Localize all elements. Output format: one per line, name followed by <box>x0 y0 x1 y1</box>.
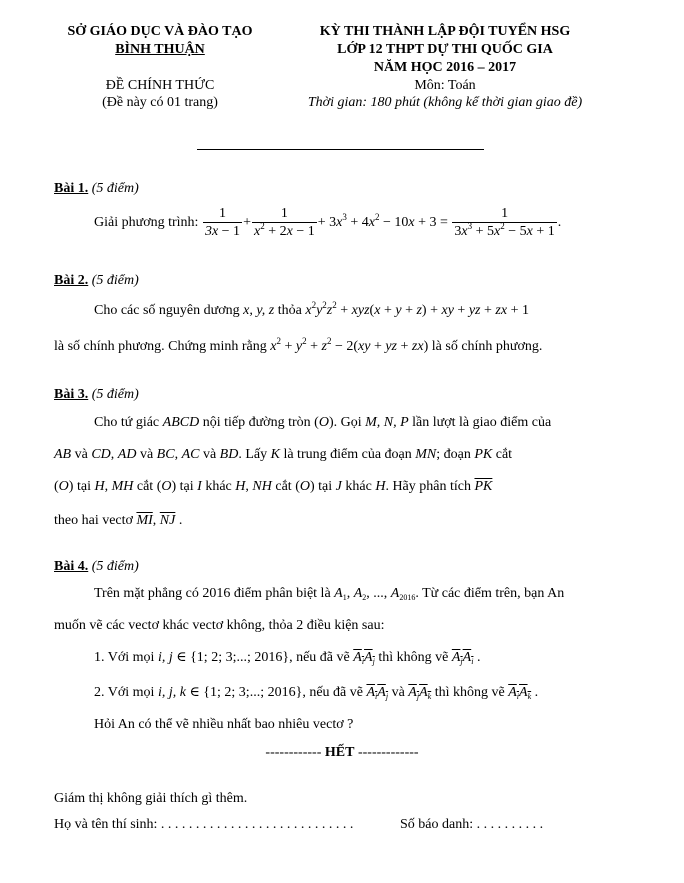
end-marker: ------------ HẾT ------------- <box>265 745 419 760</box>
problem-2-line-1: Cho các số nguyên dương x, y, z thỏa $x^2y^2z^2 + xyz(x + y + z)$ + xy + yz + zx + 1 <box>94 300 529 318</box>
problem-1-intro: Giải phương trình: <box>94 215 199 230</box>
problem-3-line-2: AB và CD, AD và BC, AC và BD. Lấy K là trung điểm của đoạn MN; đoạn PK cắt <box>54 447 513 462</box>
exam-grade: LỚP 12 THPT DỰ THI QUỐC GIA <box>337 42 553 57</box>
p2-vars: x, y, z <box>243 303 275 318</box>
invigilator-note: Giám thị không giải thích gì thêm. <box>54 791 248 806</box>
department-name: SỞ GIÁO DỤC VÀ ĐÀO TẠO <box>67 24 253 39</box>
official-label: ĐỀ CHÍNH THỨC <box>105 78 215 93</box>
problem-3-title: Bài 3. <box>54 387 89 402</box>
problem-3-points: (5 điểm) <box>91 387 139 402</box>
problem-2-heading <box>54 273 139 289</box>
page-count-note: (Đề này có 01 trang) <box>102 95 218 110</box>
problem-2-title: Bài 2. <box>54 273 89 288</box>
problem-3-heading <box>54 387 139 403</box>
header-divider <box>197 149 484 150</box>
p2-intro: Cho các số nguyên dương <box>94 303 240 318</box>
problem-3-line-1: Cho tứ giác ABCD nội tiếp đường tròn (O). Gọi M, N, P lần lượt là giao điểm của <box>94 415 552 430</box>
subject: Môn: Toán <box>414 78 476 93</box>
p2-line2-b: là số chính phương. <box>431 339 543 354</box>
exam-title: KỲ THI THÀNH LẬP ĐỘI TUYỂN HSG <box>319 24 571 39</box>
problem-2-points: (5 điểm) <box>91 273 139 288</box>
problem-4-question: Hỏi An có thể vẽ nhiều nhất bao nhiêu vectơ ? <box>94 717 354 732</box>
problem-1-heading <box>54 181 139 197</box>
province-name: BÌNH THUẬN <box>115 42 205 57</box>
p2-satisfy: thỏa <box>277 303 302 318</box>
problem-2-line-2: là số chính phương. Chứng minh rằng $x^2 + y^2 + z^2 - 2(xy$ + yz + zx) là số chính phương. <box>54 336 543 354</box>
problem-4-points: (5 điểm) <box>91 559 139 574</box>
problem-4-title: Bài 4. <box>54 559 89 574</box>
problem-4-line-2: muốn vẽ các vectơ khác vectơ không, thỏa 2 điều kiện sau: <box>54 618 385 633</box>
school-year: NĂM HỌC 2016 – 2017 <box>373 60 517 75</box>
candidate-name-field: Họ và tên thí sinh: . . . . . . . . . . . . . . . . . . . . . . . . . . . . <box>54 817 354 832</box>
problem-4-line-1: Trên mặt phẳng có 2016 điểm phân biệt là $A_1$, $A_2$, ..., $A_{2016}$. Từ các điểm trên, bạn An <box>94 586 565 602</box>
problem-3-line-4: theo hai vectơ $\overline{MI}$, $\overline{NJ}$ . <box>54 513 183 528</box>
problem-4-heading <box>54 559 139 575</box>
problem-1-equation: Giải phương trình: $\frac{1}{3x - 1}$ + $\frac{1}{x^2 + 2x - 1}$ + $3x^3 + 4x^2 - 10x + 3$ = $\frac{1}{3x^3 + 5x^2 - 5x + 1}$ . <box>94 206 562 239</box>
fraction-1: $\frac{1}{3x - 1}$ <box>204 206 241 239</box>
p2-line2-a: là số chính phương. Chứng minh rằng <box>54 339 267 354</box>
problem-1-title: Bài 1. <box>54 181 89 196</box>
problem-3-line-3: (O) tại H, MH cắt (O) tại I khác H, NH cắt (O) tại J khác H. Hãy phân tích $\overline{PK}$ <box>54 479 493 494</box>
candidate-id-field: Số báo danh: . . . . . . . . . . <box>400 817 544 832</box>
problem-4-condition-2: 2. Với mọi i, j, k ∈ {1; 2; 3;...; 2016}, nếu đã vẽ $A_iA_j$ và $A_jA_k$ thì không vẽ $A_iA_k$ . <box>94 685 539 701</box>
time-allowed: Thời gian: 180 phút (không kể thời gian giao đề) <box>307 95 583 110</box>
fraction-3: $\frac{1}{3x^3 + 5x^2 - 5x + 1}$ <box>454 206 555 239</box>
problem-1-points: (5 điểm) <box>91 181 139 196</box>
problem-4-condition-1: 1. Với mọi i, j ∈ {1; 2; 3;...; 2016}, nếu đã vẽ $A_iA_j$ thì không vẽ $A_jA_i$ . <box>94 650 481 666</box>
fraction-2: $\frac{1}{x^2 + 2x - 1}$ <box>253 206 315 239</box>
